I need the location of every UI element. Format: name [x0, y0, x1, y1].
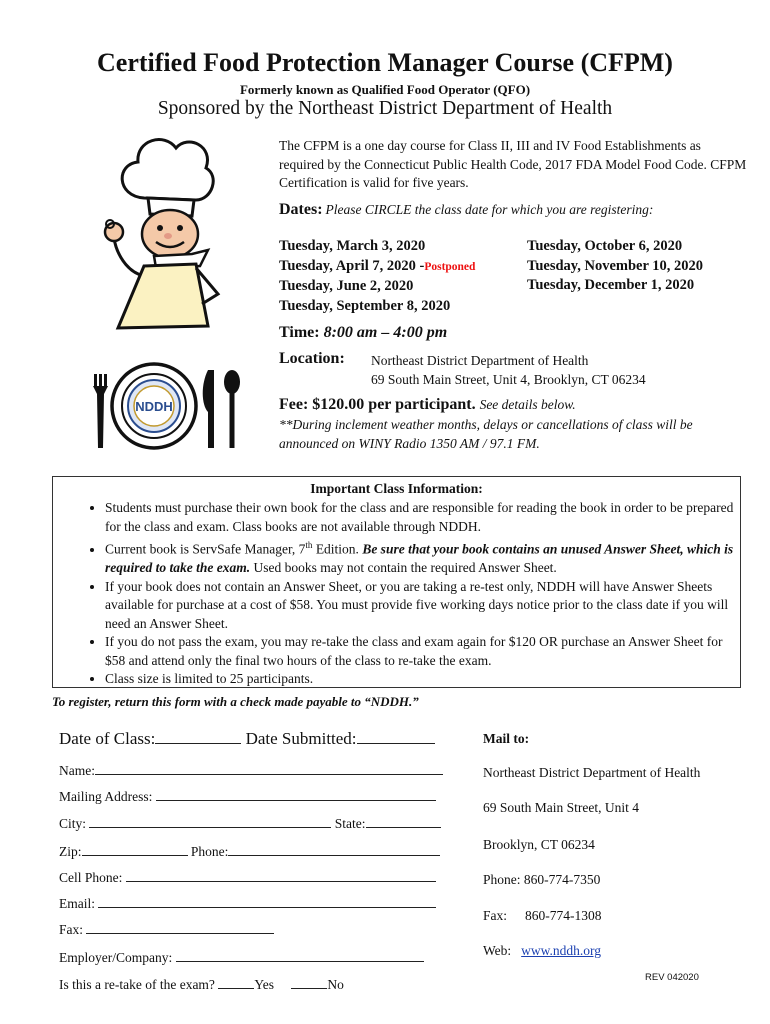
class-date[interactable]: Tuesday, April 7, 2020 -Postponed	[279, 257, 476, 274]
info-item: • Class size is limited to 25 participants.	[105, 670, 736, 689]
location-address	[371, 352, 646, 389]
postponed-badge: Postponed	[424, 260, 476, 273]
info-item: • Students must purchase their own book for the class and are responsible for reading the book in order to be prepared for the class and exam. Class books are not available through NDDH.	[105, 499, 736, 536]
mail-org: Northeast District Department of Health	[483, 765, 701, 780]
email-field[interactable]	[98, 894, 436, 908]
info-item: • If you do not pass the exam, you may re-take the class and exam again for $120 OR purchase an Answer Sheet for $58 and attend only the final two hours of the class to re-take the exam.	[105, 633, 736, 670]
mail-street: 69 South Main Street, Unit 4	[483, 800, 639, 815]
important-info-box	[52, 476, 741, 688]
city-label: City:	[59, 816, 87, 831]
retake-label: Is this a re-take of the exam?	[59, 977, 215, 992]
page-title: Certified Food Protection Manager Course (CFPM)	[97, 48, 673, 77]
mail-fax-label: Fax:	[483, 908, 508, 923]
email-row	[59, 894, 436, 912]
phone-label: Phone:	[190, 844, 229, 859]
mail-web	[483, 943, 601, 959]
time-value: 8:00 am – 4:00 pm	[323, 324, 448, 341]
retake-no-label: No	[327, 977, 344, 992]
email-label: Email:	[59, 896, 95, 911]
subtitle-formerly: Formerly known as Qualified Food Operator (QFO)	[239, 82, 531, 97]
employer-label: Employer/Company:	[59, 950, 173, 965]
retake-yes-label: Yes	[254, 977, 274, 992]
location-label: Location:	[279, 350, 345, 367]
info-item: • If your book does not contain an Answer Sheet, or you are taking a re-test only, NDDH will have Answer Sheets available for purchase at a cost of $58. You must provide five working days notice prior to the class date if you will need an Answer Sheet.	[105, 578, 736, 634]
class-date[interactable]: Tuesday, June 2, 2020	[279, 278, 414, 294]
zip-field[interactable]	[82, 842, 188, 856]
register-instruction: To register, return this form with a check made payable to “NDDH.”	[52, 694, 419, 709]
dates-left-column	[279, 237, 475, 316]
name-field[interactable]	[95, 761, 443, 775]
website-link[interactable]: www.nddh.org	[521, 943, 602, 958]
mail-to-label: Mail to:	[483, 731, 530, 746]
class-date[interactable]: Tuesday, September 8, 2020	[279, 297, 451, 314]
zip-label: Zip:	[59, 844, 82, 859]
class-date[interactable]: Tuesday, October 6, 2020	[527, 238, 683, 254]
location-line2: 69 South Main Street, Unit 4, Brooklyn, CT 06234	[371, 371, 646, 387]
course-description: The CFPM is a one day course for Class II, III and IV Food Establishments as required by the Connecticut Public Health Code, 2017 FDA Model Food Code. CFPM Certification is valid for five years.	[279, 138, 747, 190]
time-label: Time:	[279, 324, 320, 341]
phone-field[interactable]	[228, 842, 440, 856]
employer-field[interactable]	[176, 948, 424, 962]
retake-yes-field[interactable]	[218, 975, 254, 989]
mail-fax	[483, 908, 602, 924]
state-field[interactable]	[366, 814, 441, 828]
fee-note: See details below.	[479, 397, 576, 412]
plate-logo-graphic	[88, 356, 244, 456]
dates-instruction: Please CIRCLE the class date for which you are registering:	[325, 202, 654, 217]
fax-field[interactable]	[86, 920, 274, 934]
date-of-class-label: Date of Class:	[59, 729, 156, 748]
cell-phone-row	[59, 868, 436, 886]
nddh-logo-text: NDDH	[135, 399, 173, 414]
zip-phone-row	[59, 842, 440, 860]
dates-right-column	[527, 237, 703, 296]
city-state-row	[59, 814, 441, 832]
retake-row	[59, 975, 344, 993]
class-date[interactable]: Tuesday, December 1, 2020	[527, 277, 695, 293]
name-label: Name:	[59, 763, 95, 778]
info-title: Important Class Information:	[310, 481, 483, 496]
weather-notice: **During inclement weather months, delays or cancellations of class will be announced on WINY Radio 1350 AM / 97.1 FM.	[279, 417, 693, 451]
city-field[interactable]	[89, 814, 331, 828]
fee-label: Fee: $120.00 per participant.	[279, 396, 476, 413]
date-submitted-label: Date Submitted:	[245, 729, 357, 748]
dates-label: Dates:	[279, 201, 323, 218]
answer-sheet-warning: Be sure that your book contains an unused Answer Sheet, which is required to take the exam.	[105, 541, 734, 575]
class-date[interactable]: Tuesday, March 3, 2020	[279, 238, 426, 254]
mail-web-label: Web:	[483, 943, 512, 958]
date-of-class-field[interactable]	[155, 730, 241, 744]
dates-heading	[279, 201, 653, 219]
mail-city: Brooklyn, CT 06234	[483, 837, 595, 852]
date-submitted-field[interactable]	[357, 730, 435, 744]
mailing-address-field[interactable]	[156, 787, 436, 801]
name-row	[59, 761, 443, 779]
cell-phone-label: Cell Phone:	[59, 870, 123, 885]
state-label: State:	[334, 816, 366, 831]
fee-line	[279, 396, 576, 414]
date-row	[59, 729, 435, 749]
info-item: • Current book is ServSafe Manager, 7th Edition. Be sure that your book contains an unused Answer Sheet, which is required to take the exam. Used books may not contain the required Answer Sheet.	[105, 536, 736, 578]
mailing-address-label: Mailing Address:	[59, 789, 153, 804]
revision-code: REV 042020	[645, 972, 699, 983]
time-line	[279, 324, 447, 342]
fax-row	[59, 920, 274, 938]
mail-phone: Phone: 860-774-7350	[483, 872, 601, 887]
employer-row	[59, 948, 424, 966]
mail-fax-value: 860-774-1308	[525, 908, 602, 923]
subtitle-sponsor: Sponsored by the Northeast District Department of Health	[157, 98, 613, 119]
retake-no-field[interactable]	[291, 975, 327, 989]
mailing-address-row	[59, 787, 436, 805]
cell-phone-field[interactable]	[126, 868, 436, 882]
info-list	[53, 499, 740, 689]
location-line1: Northeast District Department of Health	[371, 353, 589, 368]
chef-illustration	[96, 126, 226, 336]
fax-label: Fax:	[59, 922, 84, 937]
class-date[interactable]: Tuesday, November 10, 2020	[527, 257, 704, 274]
